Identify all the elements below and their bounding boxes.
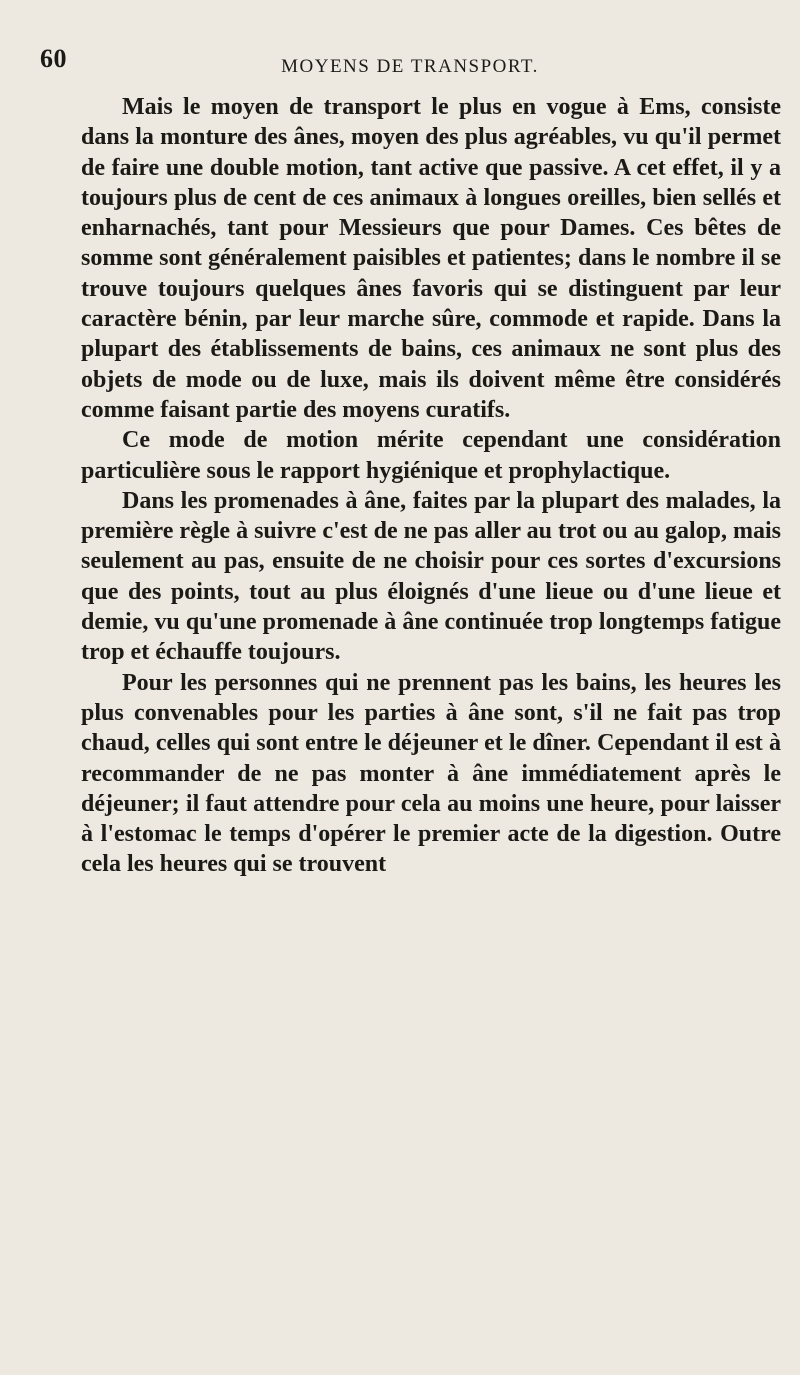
body-text	[81, 92, 781, 880]
paragraph: Mais le moyen de transport le plus en vogue à Ems, consiste dans la monture des ânes, moyen des plus agréables, vu qu'il permet de faire une double motion, tant active que passive. A cet effet, il y a toujours plus de cent de ces animaux à longues oreilles, bien sellés et enharnachés, tant pour Messieurs que pour Dames. Ces bêtes de somme sont généralement paisibles et patientes; dans le nombre il se trouve toujours quelques ânes favoris qui se distinguent par leur caractère bénin, par leur marche sûre, commode et rapide. Dans la plupart des établissements de bains, ces animaux ne sont plus des objets de mode ou de luxe, mais ils doivent même être considérés comme faisant partie des moyens curatifs.	[81, 94, 781, 423]
running-title: MOYENS DE TRANSPORT.	[281, 56, 539, 77]
paragraph: Ce mode de motion mérite cependant une considération particulière sous le rapport hygiénique et prophylactique.	[81, 427, 781, 484]
page-number: 60	[40, 44, 67, 73]
page-header	[40, 44, 780, 84]
paragraph: Pour les personnes qui ne prennent pas les bains, les heures les plus convenables pour les parties à âne sont, s'il ne fait pas trop chaud, celles qui sont entre le déjeuner et le dîner. Cependant il est à recommander de ne pas monter à âne immédiatement après le déjeuner; il faut attendre pour cela au moins une heure, pour laisser à l'estomac le temps d'opérer le premier acte de la digestion. Outre cela les heures qui se trouvent	[81, 669, 781, 878]
paragraph: Dans les promenades à âne, faites par la plupart des malades, la première règle à suivre c'est de ne pas aller au trot ou au galop, mais seulement au pas, ensuite de ne choisir pour ces sortes d'excursions que des points, tout au plus éloignés d'une lieue ou d'une lieue et demie, vu qu'une promenade à âne continuée trop longtemps fatigue trop et échauffe toujours.	[81, 487, 781, 666]
